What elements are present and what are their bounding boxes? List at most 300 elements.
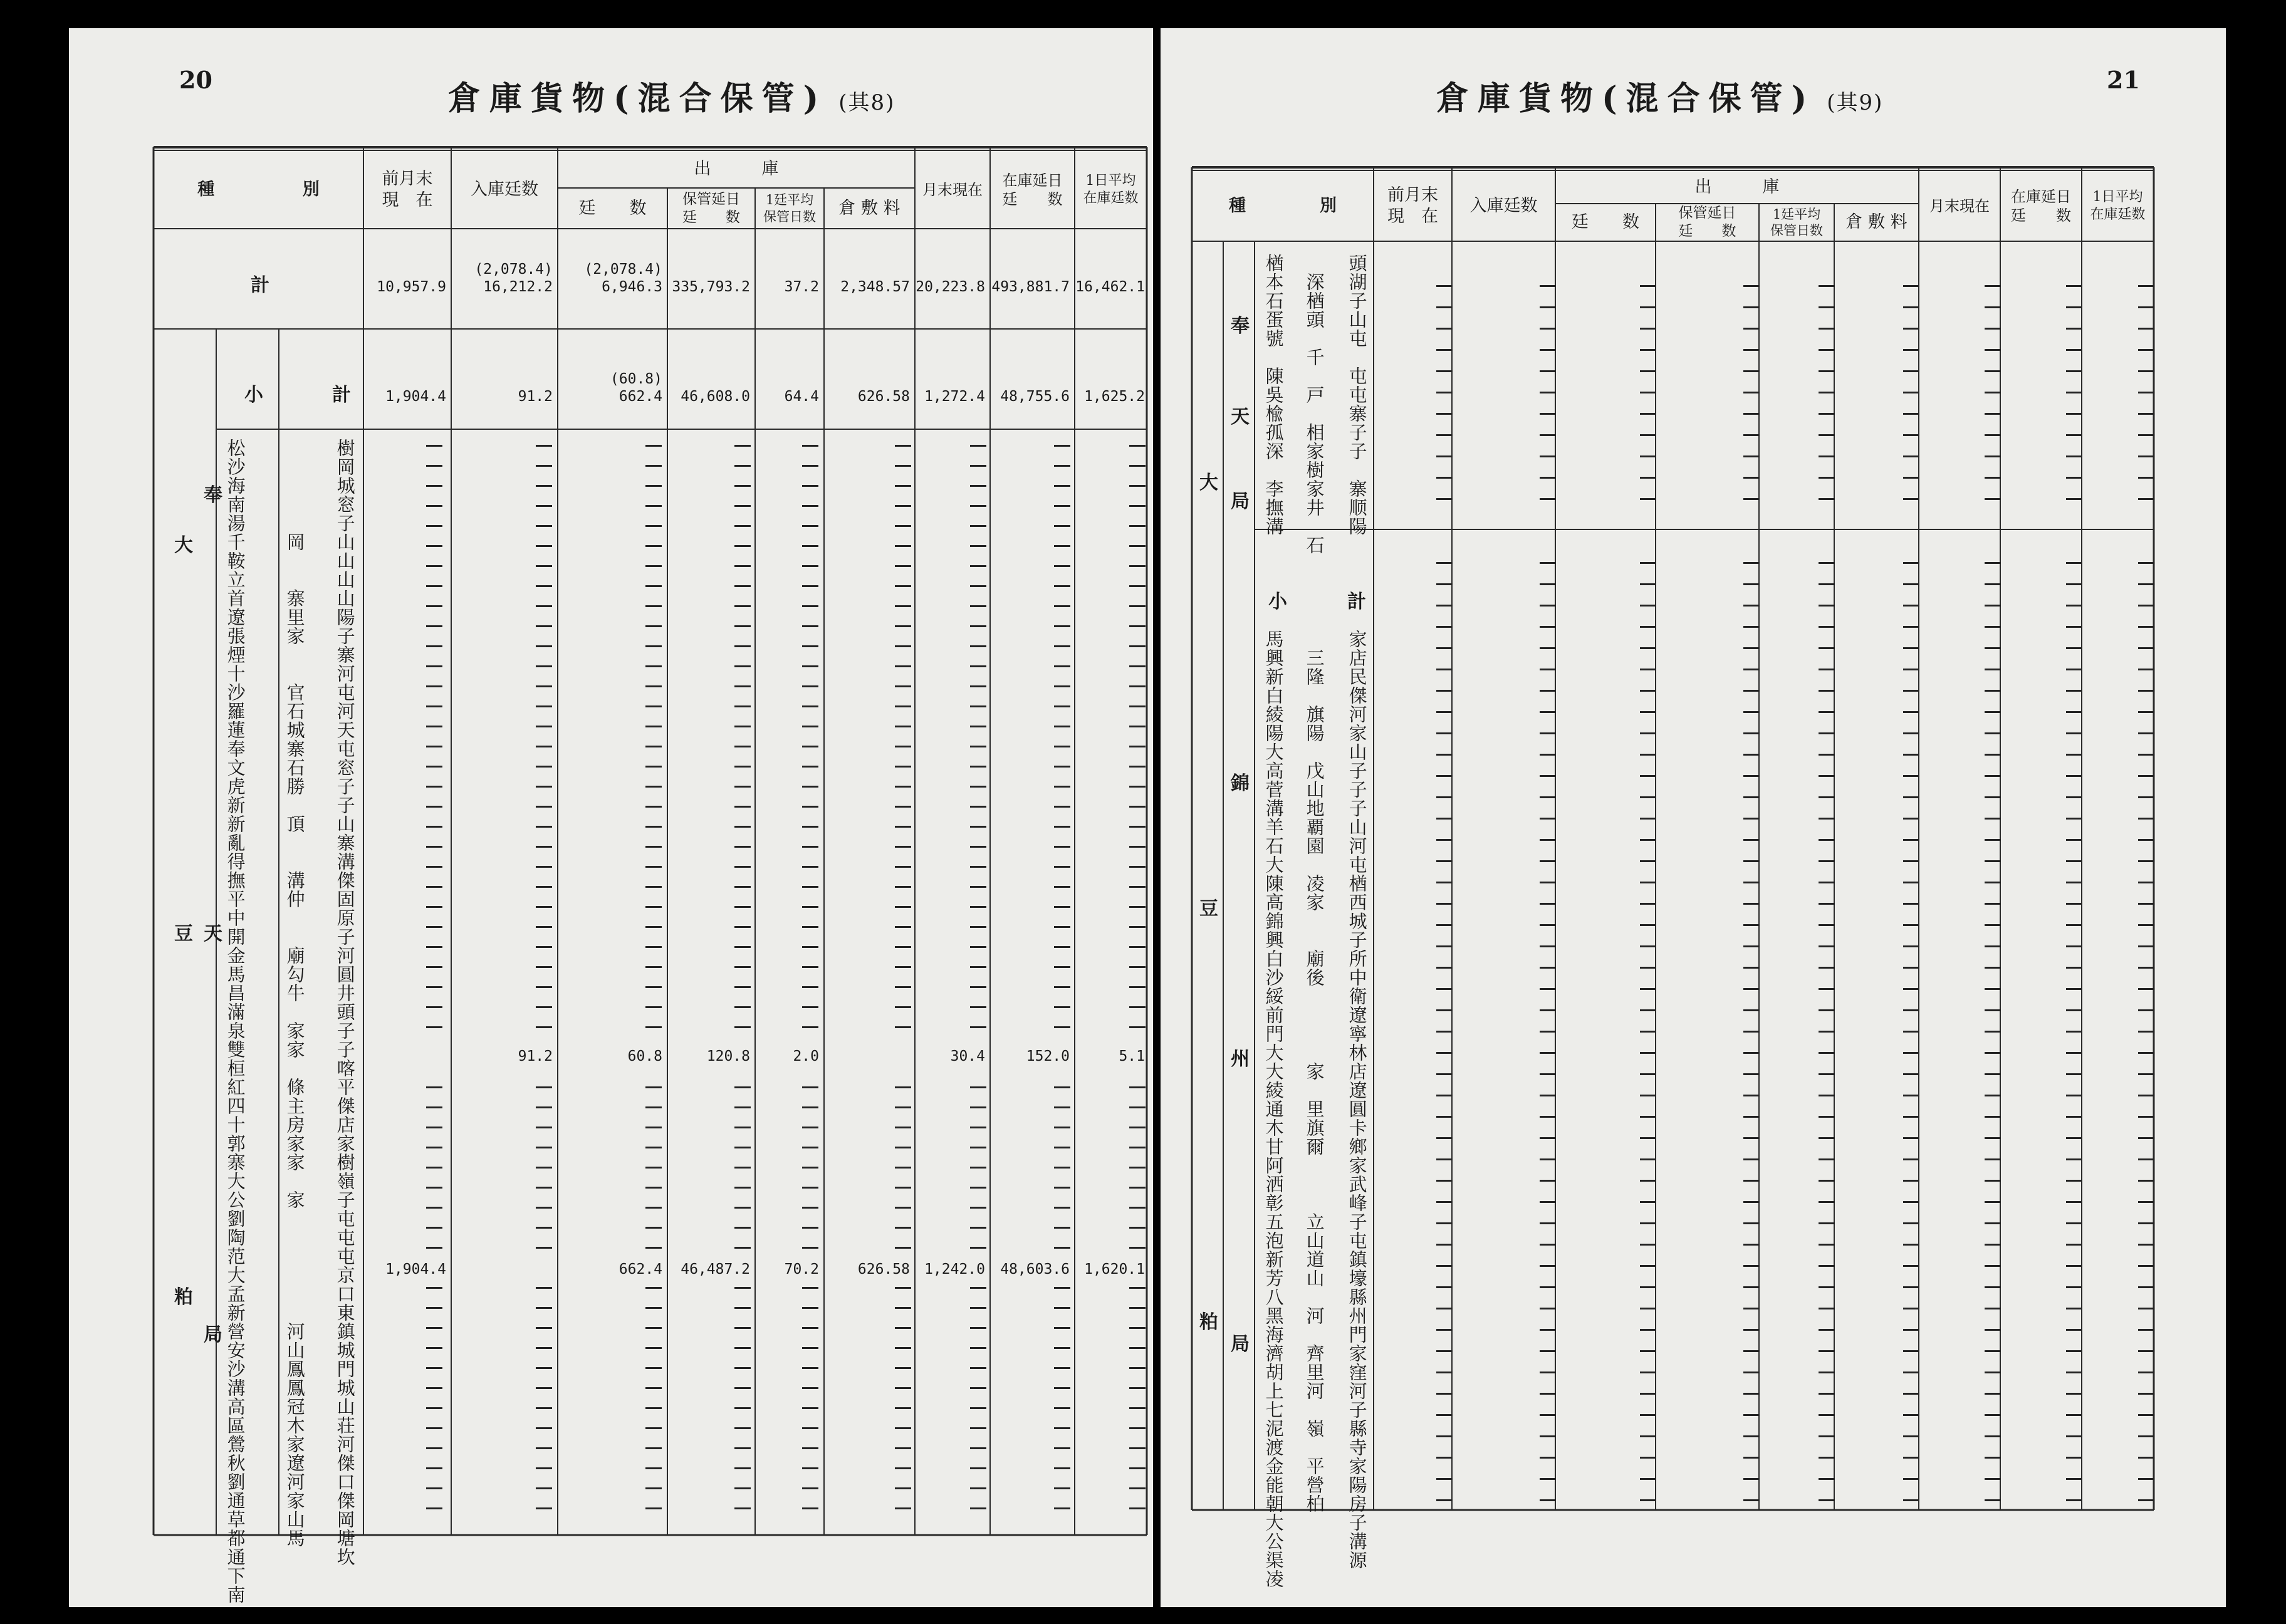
empty-cell-dash xyxy=(1743,1244,1760,1246)
header-out-fee: 倉 敷 料 xyxy=(1845,212,1908,232)
empty-cell-dash xyxy=(1129,826,1146,828)
empty-cell-dash xyxy=(2138,370,2154,372)
empty-cell-dash xyxy=(1436,413,1453,415)
empty-cell-dash xyxy=(895,1086,911,1088)
empty-cell-dash xyxy=(645,1207,662,1209)
empty-cell-dash xyxy=(1129,866,1146,868)
empty-cell-dash xyxy=(1819,328,1835,330)
empty-cell-dash xyxy=(802,1207,818,1209)
empty-cell-dash xyxy=(1640,1244,1656,1246)
empty-cell-dash xyxy=(1819,1137,1835,1139)
empty-cell-dash xyxy=(1903,562,1919,564)
empty-cell-dash xyxy=(1903,1201,1919,1203)
empty-cell-dash xyxy=(1903,1308,1919,1309)
empty-cell-dash xyxy=(426,886,442,888)
empty-cell-dash xyxy=(1129,806,1146,808)
empty-cell-dash xyxy=(536,1407,552,1409)
empty-cell-dash xyxy=(1743,1180,1760,1182)
row-low-in-days: 48,603.6 xyxy=(1000,1261,1070,1278)
empty-cell-dash xyxy=(1436,370,1453,372)
empty-cell-dash xyxy=(1819,1329,1835,1331)
empty-cell-dash xyxy=(645,946,662,948)
empty-cell-dash xyxy=(1819,1308,1835,1309)
empty-cell-dash xyxy=(970,1147,986,1148)
empty-cell-dash xyxy=(536,565,552,567)
empty-cell-dash xyxy=(536,726,552,727)
empty-cell-dash xyxy=(1540,434,1556,436)
empty-cell-dash xyxy=(1985,285,2001,287)
empty-cell-dash xyxy=(895,605,911,607)
empty-cell-dash xyxy=(734,565,751,567)
empty-cell-dash xyxy=(2066,498,2082,500)
empty-cell-dash xyxy=(1903,455,1919,457)
row-mid-out: 60.8 xyxy=(627,1048,662,1064)
empty-cell-dash xyxy=(1129,1487,1146,1489)
empty-cell-dash xyxy=(426,1327,442,1329)
empty-cell-dash xyxy=(1985,1499,2001,1501)
empty-cell-dash xyxy=(536,1487,552,1489)
empty-cell-dash xyxy=(1540,732,1556,734)
empty-cell-dash xyxy=(2066,1180,2082,1182)
header-prev xyxy=(1374,170,1452,241)
empty-cell-dash xyxy=(895,445,911,447)
empty-cell-dash xyxy=(734,986,751,988)
empty-cell-dash xyxy=(1743,945,1760,947)
empty-cell-dash xyxy=(895,1287,911,1289)
station-column: 深楢頭 千 戸 相家樹家井 石 xyxy=(1303,254,1325,554)
empty-cell-dash xyxy=(2066,1052,2082,1054)
empty-cell-dash xyxy=(536,1507,552,1509)
empty-cell-dash xyxy=(970,786,986,788)
empty-cell-dash xyxy=(426,1026,442,1028)
empty-cell-dash xyxy=(1540,818,1556,820)
bureau-char: 錦 xyxy=(1231,773,1250,794)
empty-cell-dash xyxy=(1129,1467,1146,1469)
empty-cell-dash xyxy=(1743,839,1760,841)
empty-cell-dash xyxy=(1540,1329,1556,1331)
empty-cell-dash xyxy=(1985,1265,2001,1267)
empty-cell-dash xyxy=(1743,1116,1760,1118)
empty-cell-dash xyxy=(895,685,911,687)
title-subtitle: (其9) xyxy=(1827,90,1884,115)
empty-cell-dash xyxy=(1743,328,1760,330)
empty-cell-dash xyxy=(426,605,442,607)
empty-cell-dash xyxy=(1129,1387,1146,1389)
empty-cell-dash xyxy=(1819,562,1835,564)
empty-cell-dash xyxy=(2066,1265,2082,1267)
empty-cell-dash xyxy=(2066,945,2082,947)
empty-cell-dash xyxy=(1640,647,1656,649)
empty-cell-dash xyxy=(2066,669,2082,670)
empty-cell-dash xyxy=(536,806,552,808)
empty-cell-dash xyxy=(1054,485,1070,487)
empty-cell-dash xyxy=(1819,839,1835,841)
empty-cell-dash xyxy=(1819,306,1835,308)
header-out-keep: 保管延日 廷 数 xyxy=(1678,205,1736,239)
empty-cell-dash xyxy=(895,886,911,888)
total-prev: 10,957.9 xyxy=(377,279,446,295)
empty-cell-dash xyxy=(1436,1435,1453,1437)
empty-cell-dash xyxy=(802,1347,818,1349)
empty-cell-dash xyxy=(1819,903,1835,905)
left-page xyxy=(69,28,1153,1607)
header-type-b: 別 xyxy=(1320,195,1337,216)
empty-cell-dash xyxy=(2138,1073,2154,1075)
empty-cell-dash xyxy=(1985,1372,2001,1373)
empty-cell-dash xyxy=(2066,434,2082,436)
empty-cell-dash xyxy=(1436,1137,1453,1139)
empty-cell-dash xyxy=(1540,626,1556,628)
empty-cell-dash xyxy=(970,1207,986,1209)
empty-cell-dash xyxy=(1903,945,1919,947)
header-type-a: 種 xyxy=(1229,195,1246,216)
subtotal-fee: 626.58 xyxy=(857,388,910,405)
empty-cell-dash xyxy=(1540,1095,1556,1096)
empty-cell-dash xyxy=(645,1427,662,1429)
empty-cell-dash xyxy=(1819,285,1835,287)
empty-cell-dash xyxy=(1129,1347,1146,1349)
empty-cell-dash xyxy=(1985,1478,2001,1480)
empty-cell-dash xyxy=(802,1487,818,1489)
empty-cell-dash xyxy=(645,1387,662,1389)
empty-cell-dash xyxy=(2066,328,2082,330)
empty-cell-dash xyxy=(536,525,552,527)
empty-cell-dash xyxy=(970,1227,986,1229)
empty-cell-dash xyxy=(1054,445,1070,447)
header-prev-b: 現 在 xyxy=(382,190,433,210)
row-mid-inbound: 91.2 xyxy=(518,1048,553,1064)
title-text: 倉庫貨物(混合保管) xyxy=(448,80,828,118)
empty-cell-dash xyxy=(2138,1137,2154,1139)
empty-cell-dash xyxy=(970,505,986,507)
empty-cell-dash xyxy=(895,1507,911,1509)
empty-cell-dash xyxy=(970,846,986,848)
empty-cell-dash xyxy=(970,585,986,587)
empty-cell-dash xyxy=(1743,775,1760,777)
header-in-days-a: 在庫延日 xyxy=(1002,171,1063,189)
empty-cell-dash xyxy=(734,1367,751,1369)
empty-cell-dash xyxy=(2138,1116,2154,1118)
empty-cell-dash xyxy=(1819,1499,1835,1501)
empty-cell-dash xyxy=(895,726,911,727)
empty-cell-dash xyxy=(1540,1457,1556,1459)
empty-cell-dash xyxy=(536,1307,552,1309)
empty-cell-dash xyxy=(1436,1308,1453,1309)
empty-cell-dash xyxy=(1640,477,1656,479)
header-in-days-a: 在庫延日 xyxy=(2011,187,2071,206)
empty-cell-dash xyxy=(1436,839,1453,841)
empty-cell-dash xyxy=(2066,285,2082,287)
empty-cell-dash xyxy=(1903,306,1919,308)
empty-cell-dash xyxy=(734,665,751,667)
empty-cell-dash xyxy=(734,1347,751,1349)
empty-cell-dash xyxy=(2138,1201,2154,1203)
empty-cell-dash xyxy=(970,1167,986,1169)
empty-cell-dash xyxy=(426,1227,442,1229)
total-in-days: 493,881.7 xyxy=(991,279,1070,295)
empty-cell-dash xyxy=(426,545,442,547)
empty-cell-dash xyxy=(1540,669,1556,670)
empty-cell-dash xyxy=(970,1387,986,1389)
empty-cell-dash xyxy=(2138,1499,2154,1501)
empty-cell-dash xyxy=(734,1187,751,1189)
empty-cell-dash xyxy=(895,525,911,527)
empty-cell-dash xyxy=(426,1167,442,1169)
empty-cell-dash xyxy=(970,705,986,707)
header-out-keep: 保管延日 廷 数 xyxy=(682,190,740,226)
empty-cell-dash xyxy=(426,625,442,627)
empty-cell-dash xyxy=(645,465,662,467)
empty-cell-dash xyxy=(645,505,662,507)
empty-cell-dash xyxy=(970,465,986,467)
empty-cell-dash xyxy=(536,1387,552,1389)
empty-cell-dash xyxy=(1985,732,2001,734)
header-prev-a: 前月末 xyxy=(382,169,433,189)
empty-cell-dash xyxy=(1436,988,1453,990)
empty-cell-dash xyxy=(2138,1286,2154,1288)
empty-cell-dash xyxy=(1903,1265,1919,1267)
empty-cell-dash xyxy=(802,906,818,908)
empty-cell-dash xyxy=(1985,1350,2001,1352)
empty-cell-dash xyxy=(1743,626,1760,628)
empty-cell-dash xyxy=(536,505,552,507)
empty-cell-dash xyxy=(1054,1327,1070,1329)
header-daily xyxy=(2082,170,2154,241)
empty-cell-dash xyxy=(1819,1244,1835,1246)
empty-cell-dash xyxy=(1640,1308,1656,1309)
empty-cell-dash xyxy=(1819,1158,1835,1160)
header-daily-b: 在庫廷数 xyxy=(2090,206,2146,222)
empty-cell-dash xyxy=(1129,1227,1146,1229)
empty-cell-dash xyxy=(1436,1244,1453,1246)
empty-cell-dash xyxy=(970,1106,986,1108)
empty-cell-dash xyxy=(2138,945,2154,947)
empty-cell-dash xyxy=(1540,1308,1556,1309)
subtotal-out-paren: (60.8) xyxy=(610,371,662,387)
empty-cell-dash xyxy=(970,886,986,888)
empty-cell-dash xyxy=(645,1147,662,1148)
empty-cell-dash xyxy=(734,1387,751,1389)
empty-cell-dash xyxy=(536,786,552,788)
empty-cell-dash xyxy=(1540,562,1556,564)
empty-cell-dash xyxy=(536,1187,552,1189)
empty-cell-dash xyxy=(536,1167,552,1169)
empty-cell-dash xyxy=(802,806,818,808)
empty-cell-dash xyxy=(1819,434,1835,436)
empty-cell-dash xyxy=(1540,1073,1556,1075)
empty-cell-dash xyxy=(1540,392,1556,393)
empty-cell-dash xyxy=(734,625,751,627)
empty-cell-dash xyxy=(536,1327,552,1329)
empty-cell-dash xyxy=(1985,839,2001,841)
empty-cell-dash xyxy=(2066,1372,2082,1373)
empty-cell-dash xyxy=(1540,370,1556,372)
empty-cell-dash xyxy=(1129,1127,1146,1128)
empty-cell-dash xyxy=(970,826,986,828)
row-mid-month-end: 30.4 xyxy=(950,1048,985,1064)
title-subtitle: (其8) xyxy=(838,90,895,115)
empty-cell-dash xyxy=(802,766,818,768)
station-column: 樹岡城窓子山山山山陽子寨河屯河天屯窓子子山寨溝傑固原子河圓井頭子子喀平傑店家樹嶺子屯屯屯京口東鎮城門城山荘河傑口傑岡塘坎 xyxy=(334,439,356,1566)
empty-cell-dash xyxy=(1436,732,1453,734)
empty-cell-dash xyxy=(1985,988,2001,990)
empty-cell-dash xyxy=(970,665,986,667)
empty-cell-dash xyxy=(895,1367,911,1369)
empty-cell-dash xyxy=(1903,1372,1919,1373)
title-text: 倉庫貨物(混合保管) xyxy=(1436,80,1816,118)
station-column: 家店民傑河家山子子子山河屯楢西城子所中衛遼寧林店遼圓卡鄉家武峰子屯鎮壕縣州門家窪河子縣寺家陽房子溝源 xyxy=(1346,630,1368,1569)
empty-cell-dash xyxy=(1743,1308,1760,1309)
empty-cell-dash xyxy=(536,926,552,928)
empty-cell-dash xyxy=(1129,926,1146,928)
empty-cell-dash xyxy=(1985,924,2001,926)
empty-cell-dash xyxy=(1129,786,1146,788)
empty-cell-dash xyxy=(1540,754,1556,756)
empty-cell-dash xyxy=(1054,726,1070,727)
empty-cell-dash xyxy=(536,625,552,627)
empty-cell-dash xyxy=(1054,826,1070,828)
empty-cell-dash xyxy=(734,1467,751,1469)
empty-cell-dash xyxy=(970,1507,986,1509)
empty-cell-dash xyxy=(1819,1393,1835,1395)
empty-cell-dash xyxy=(1054,1167,1070,1169)
empty-cell-dash xyxy=(1129,1367,1146,1369)
category-char: 豆 xyxy=(174,923,193,945)
empty-cell-dash xyxy=(802,1026,818,1028)
empty-cell-dash xyxy=(426,525,442,527)
empty-cell-dash xyxy=(1436,775,1453,777)
empty-cell-dash xyxy=(426,1147,442,1148)
empty-cell-dash xyxy=(1903,285,1919,287)
empty-cell-dash xyxy=(1540,690,1556,692)
empty-cell-dash xyxy=(1985,498,2001,500)
empty-cell-dash xyxy=(734,545,751,547)
empty-cell-dash xyxy=(1985,690,2001,692)
empty-cell-dash xyxy=(1985,818,2001,820)
empty-cell-dash xyxy=(1129,1207,1146,1209)
empty-cell-dash xyxy=(2066,839,2082,841)
empty-cell-dash xyxy=(645,1467,662,1469)
empty-cell-dash xyxy=(536,585,552,587)
empty-cell-dash xyxy=(1743,1137,1760,1139)
empty-cell-dash xyxy=(802,1187,818,1189)
empty-cell-dash xyxy=(1129,445,1146,447)
empty-cell-dash xyxy=(1640,1009,1656,1011)
empty-cell-dash xyxy=(1903,605,1919,606)
empty-cell-dash xyxy=(645,726,662,727)
empty-cell-dash xyxy=(426,786,442,788)
empty-cell-dash xyxy=(1743,413,1760,415)
empty-cell-dash xyxy=(1640,945,1656,947)
empty-cell-dash xyxy=(1540,285,1556,287)
empty-cell-dash xyxy=(1819,498,1835,500)
empty-cell-dash xyxy=(1743,1329,1760,1331)
subtotal-daily: 1,625.2 xyxy=(1084,388,1145,405)
empty-cell-dash xyxy=(895,1387,911,1389)
empty-cell-dash xyxy=(1436,1457,1453,1459)
empty-cell-dash xyxy=(1540,1265,1556,1267)
empty-cell-dash xyxy=(1819,1435,1835,1437)
empty-cell-dash xyxy=(1129,1507,1146,1509)
empty-cell-dash xyxy=(1054,1487,1070,1489)
empty-cell-dash xyxy=(2066,732,2082,734)
empty-cell-dash xyxy=(1540,1137,1556,1139)
empty-cell-dash xyxy=(2066,370,2082,372)
empty-cell-dash xyxy=(1436,434,1453,436)
empty-cell-dash xyxy=(1640,306,1656,308)
empty-cell-dash xyxy=(1819,392,1835,393)
station-column: 三隆 旗陽 戊山地覇園 凌家 廟後 家 里旗爾 立山道山 河 齊里河 嶺 平營柏 xyxy=(1303,630,1325,1513)
empty-cell-dash xyxy=(895,585,911,587)
empty-cell-dash xyxy=(2066,1478,2082,1480)
empty-cell-dash xyxy=(2138,1052,2154,1054)
empty-cell-dash xyxy=(895,645,911,647)
empty-cell-dash xyxy=(426,726,442,727)
total-fee: 2,348.57 xyxy=(840,279,910,295)
empty-cell-dash xyxy=(1640,1350,1656,1352)
empty-cell-dash xyxy=(1640,1137,1656,1139)
empty-cell-dash xyxy=(1129,505,1146,507)
empty-cell-dash xyxy=(2066,796,2082,798)
empty-cell-dash xyxy=(2138,1095,2154,1096)
empty-cell-dash xyxy=(1819,945,1835,947)
empty-cell-dash xyxy=(1985,583,2001,585)
empty-cell-dash xyxy=(1436,1222,1453,1224)
bureau-char: 州 xyxy=(1231,1048,1250,1070)
empty-cell-dash xyxy=(734,1287,751,1289)
empty-cell-dash xyxy=(734,585,751,587)
empty-cell-dash xyxy=(1819,626,1835,628)
empty-cell-dash xyxy=(1819,882,1835,883)
empty-cell-dash xyxy=(1640,562,1656,564)
empty-cell-dash xyxy=(1903,498,1919,500)
empty-cell-dash xyxy=(2138,1265,2154,1267)
empty-cell-dash xyxy=(1640,882,1656,883)
empty-cell-dash xyxy=(802,1147,818,1148)
empty-cell-dash xyxy=(1985,306,2001,308)
empty-cell-dash xyxy=(1819,1222,1835,1224)
empty-cell-dash xyxy=(2066,903,2082,905)
row-low-month-end: 1,242.0 xyxy=(924,1261,985,1278)
empty-cell-dash xyxy=(1743,1031,1760,1033)
empty-cell-dash xyxy=(1054,786,1070,788)
empty-cell-dash xyxy=(1054,906,1070,908)
empty-cell-dash xyxy=(2066,1201,2082,1203)
subtotal-avg: 64.4 xyxy=(784,388,819,405)
empty-cell-dash xyxy=(1640,413,1656,415)
empty-cell-dash xyxy=(1743,690,1760,692)
empty-cell-dash xyxy=(1819,1414,1835,1416)
empty-cell-dash xyxy=(1054,946,1070,948)
empty-cell-dash xyxy=(1540,1435,1556,1437)
empty-cell-dash xyxy=(1129,1447,1146,1449)
empty-cell-dash xyxy=(1540,860,1556,862)
empty-cell-dash xyxy=(970,485,986,487)
empty-cell-dash xyxy=(802,645,818,647)
empty-cell-dash xyxy=(1819,1031,1835,1033)
empty-cell-dash xyxy=(645,766,662,768)
empty-cell-dash xyxy=(2138,796,2154,798)
empty-cell-dash xyxy=(802,545,818,547)
empty-cell-dash xyxy=(1819,754,1835,756)
empty-cell-dash xyxy=(2066,306,2082,308)
empty-cell-dash xyxy=(1436,1286,1453,1288)
empty-cell-dash xyxy=(1819,732,1835,734)
empty-cell-dash xyxy=(970,445,986,447)
subtotal-label-a: 小 xyxy=(244,384,263,406)
empty-cell-dash xyxy=(2138,775,2154,777)
empty-cell-dash xyxy=(1436,1073,1453,1075)
